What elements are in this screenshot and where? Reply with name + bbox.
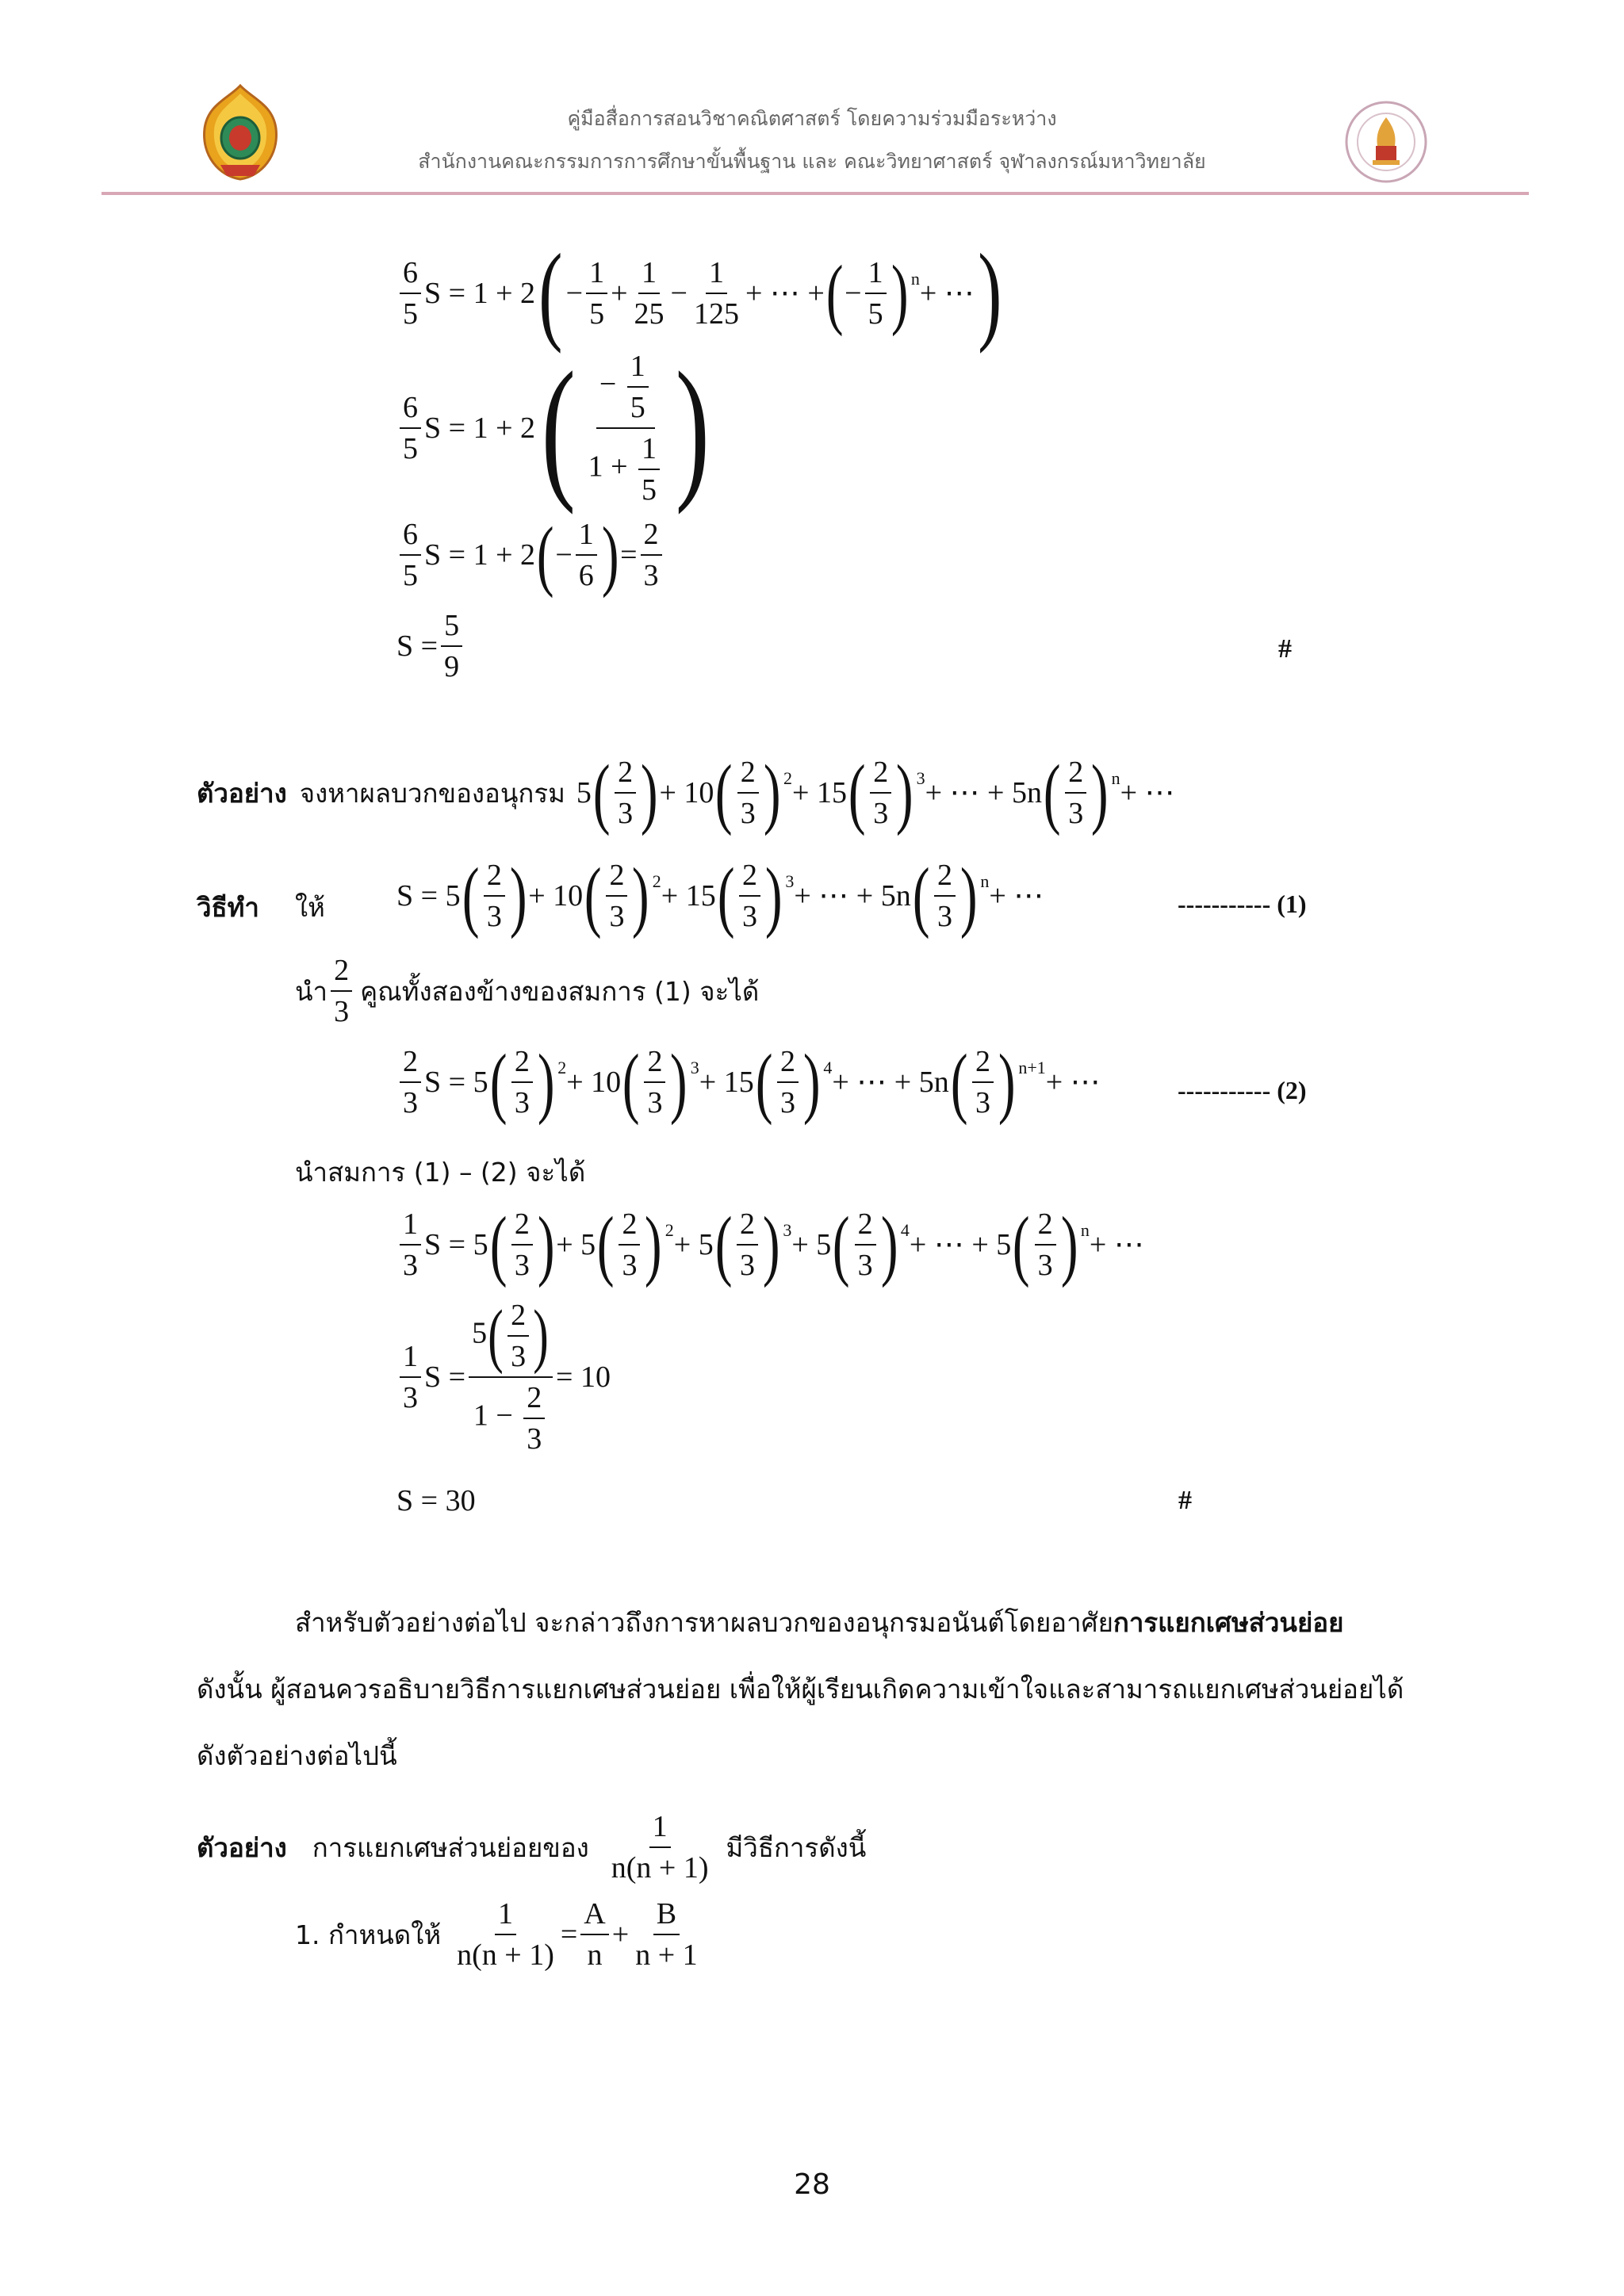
- example-2-label: ตัวอย่าง: [197, 1831, 287, 1863]
- solution-label: วิธีทำ: [197, 892, 259, 923]
- result-1: S = 30: [396, 1484, 476, 1517]
- equation-2: $\frac{2}{3}$ S = 5 ( $\frac{2}{3}$ ) 2 + 10 ( $\frac{2}{3}$ ) 3 + 15 ( $\frac{2}{3}$ ) 4 + ⋯ + 5n ( $\frac{2}{3}$ ) n+1 + ⋯: [396, 1043, 1101, 1122]
- example-2-tail: มีวิธีการดังนี้: [726, 1831, 867, 1863]
- equation-1: S = 5 ( $\frac{2}{3}$ ) + 10 ( $\frac{2}{3}$ ) 2 + 15 ( $\frac{2}{3}$ ) 3 + ⋯ + 5n ( $\frac{2}{3}$ ) n + ⋯: [396, 851, 1044, 939]
- header-line-2: สำนักงานคณะกรรมการการศึกษาขั้นพื้นฐาน และ คณะวิทยาศาสตร์ จุฬาลงกรณ์มหาวิทยาลัย: [418, 150, 1206, 173]
- example-2-text: การแยกเศษส่วนย่อยของ: [312, 1831, 589, 1863]
- example-1-line: ตัวอย่าง จงหาผลบวกของอนุกรม 5 ( $\frac{2}{3}$ ) + 10 ( $\frac{2}{3}$ ) 2 + 15 ( $\frac{2}{3}$ ) 3 + ⋯ + 5n ( $\frac{2}{3}$ ) n + ⋯: [197, 748, 1175, 836]
- subtract-text: นำสมการ (1) – (2) จะได้: [295, 1157, 586, 1188]
- header-line-1: คู่มือสื่อการสอนวิชาคณิตศาสตร์ โดยความร่วมมือระหว่าง: [567, 107, 1057, 130]
- equation-d: S = $\frac{5}{9}$: [396, 610, 465, 682]
- let-text: ให้: [295, 892, 325, 923]
- example-1-text: จงหาผลบวกของอนุกรม: [299, 777, 565, 809]
- paragraph-line-2: ดังนั้น ผู้สอนควรอธิบายวิธีการแยกเศษส่วนย่อย เพื่อให้ผู้เรียนเกิดความเข้าใจและสามารถแยกเศษส่วนย่อยได้: [197, 1674, 1404, 1705]
- page-number: 28: [794, 2168, 830, 2201]
- example-label: ตัวอย่าง: [197, 777, 287, 809]
- multiply-text-a: นำ: [295, 975, 328, 1007]
- end-mark-1: #: [1278, 634, 1292, 664]
- equation-a: $\frac{6}{5}$ S = 1 + 2 ( − $\frac{1}{5}$ + $\frac{1}{25}$ − $\frac{1}{125}$ + ⋯ + ( − $\frac{1}{5}$ ) n + ⋯ ): [396, 238, 1005, 349]
- equation-tag-1: ----------- (1): [1178, 890, 1307, 918]
- paragraph-line-1: สำหรับตัวอย่างต่อไป จะกล่าวถึงการหาผลบวกของอนุกรมอนันต์โดยอาศัยการแยกเศษส่วนย่อย: [295, 1607, 1344, 1638]
- paragraph-line-3: ดังตัวอย่างต่อไปนี้: [197, 1740, 397, 1771]
- end-mark-2: #: [1178, 1486, 1192, 1515]
- equation-c: $\frac{6}{5}$ S = 1 + 2 ( − $\frac{1}{6}$ ) = $\frac{2}{3}$: [396, 515, 665, 595]
- step-1-line: 1. กำหนดให้ $\frac{1}{n(n + 1)}$ = $\frac{A}{n}$ + $\frac{B}{n + 1}$: [295, 1897, 698, 1972]
- equation-tag-2: ----------- (2): [1178, 1076, 1307, 1104]
- paragraph: [197, 1590, 1465, 1789]
- equation-b: $\frac{6}{5}$ S = 1 + 2 ( − $\frac{1}{5}$ 1 + $\frac{1}{5}$ ): [396, 349, 716, 507]
- example-2-line: ตัวอย่าง การแยกเศษส่วนย่อยของ $\frac{1}{n(n + 1)}$ มีวิธีการดังนี้: [197, 1810, 867, 1885]
- step-1-text: 1. กำหนดให้: [295, 1919, 442, 1950]
- multiply-text-b: คูณทั้งสองข้างของสมการ (1) จะได้: [360, 975, 760, 1007]
- paragraph-bold: การแยกเศษส่วนย่อย: [1113, 1607, 1344, 1638]
- equation-e: $\frac{1}{3}$ S = 5 ( $\frac{2}{3}$ ) + 5 ( $\frac{2}{3}$ ) 2 + 5 ( $\frac{2}{3}$ ) 3 + 5 ( $\frac{2}{3}$ ) 4 + ⋯ + 5 ( $\frac{2}{3}$ ) n + ⋯: [396, 1205, 1144, 1284]
- multiply-line: นำ $\frac{2}{3}$ คูณทั้งสองข้างของสมการ (1) จะได้: [295, 954, 760, 1028]
- equation-f: $\frac{1}{3}$ S = 5( $\frac{2}{3}$ ) 1 − $\frac{2}{3}$ = 10: [396, 1300, 611, 1454]
- header-divider: [102, 192, 1529, 195]
